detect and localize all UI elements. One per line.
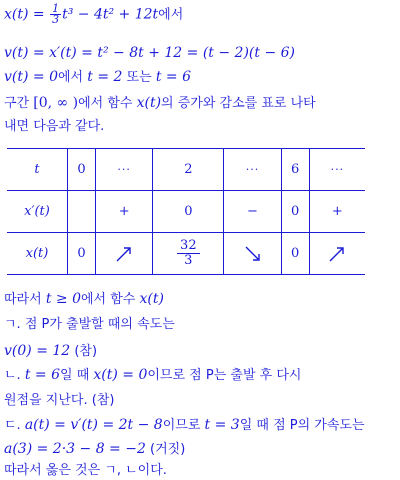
fraction-numerator: 32 — [177, 239, 200, 254]
increasing-arrow-icon — [309, 233, 365, 275]
acceleration-eq: a(t) = v′(t) = 2t − 8 — [24, 417, 163, 433]
t-equals-2: t = 2 — [87, 69, 123, 85]
initial-velocity-eq: v(0) = 12 — [4, 343, 71, 359]
table-header-position: x(t) — [7, 233, 68, 275]
korean-text: 이므로 — [162, 418, 205, 433]
table-header-velocity: x′(t) — [7, 191, 68, 233]
t-equals-3: t = 3 — [204, 417, 240, 433]
korean-text: 구간 — [4, 96, 34, 111]
table-cell: + — [96, 191, 153, 233]
korean-text: 또는 — [122, 70, 156, 85]
t-equals-6: t = 6 — [24, 367, 60, 383]
line-origin: 원점을 지난다. (참) — [4, 393, 115, 408]
verdict-false: (거짓) — [145, 442, 186, 457]
korean-text: 따라서 — [4, 292, 46, 307]
korean-text: 에서 함수 — [80, 292, 140, 307]
table-cell: 0 — [281, 233, 309, 275]
korean-text: 일 때 점 P의 가속도는 — [239, 418, 365, 433]
table-header-t: t — [7, 149, 68, 191]
line-initial-velocity — [4, 342, 97, 361]
line-position-function — [4, 4, 183, 25]
table-cell: ··· — [96, 149, 153, 191]
table-cell — [68, 191, 96, 233]
line-conclusion: 따라서 옳은 것은 ㄱ, ㄴ이다. — [4, 463, 167, 478]
local-max-fraction — [177, 239, 200, 268]
table-cell: 6 — [281, 149, 309, 191]
line-velocity-zero — [4, 68, 191, 87]
function-x: x(t) — [139, 291, 164, 307]
fraction-denominator: 3 — [184, 253, 193, 268]
position-zero-eq: x(t) = 0 — [93, 367, 148, 383]
table-row-t — [7, 149, 365, 191]
korean-text: 에서 — [158, 7, 184, 23]
line-item-c — [4, 416, 365, 435]
line-item-a: ㄱ. 점 P가 출발할 때의 속도는 — [4, 317, 175, 332]
table-row-position — [7, 233, 365, 275]
decreasing-arrow-icon — [224, 233, 281, 275]
position-eq-rhs: t³ − 4t² + 12t — [62, 6, 159, 23]
fraction-numerator: 1 — [52, 2, 60, 15]
table-cell: ··· — [224, 149, 281, 191]
korean-text: 의 증가와 감소를 표로 나타 — [161, 96, 316, 111]
table-cell: ··· — [309, 149, 365, 191]
table-cell: + — [309, 191, 365, 233]
line-interval-intro — [4, 94, 316, 113]
acceleration-value-eq: a(3) = 2·3 − 8 = −2 — [4, 441, 146, 457]
function-x: x(t) — [136, 95, 162, 111]
line-velocity: v(t) = x′(t) = t² − 8t + 12 = (t − 2)(t − 6) — [4, 45, 295, 61]
velocity-zero-eq: v(t) = 0 — [4, 69, 58, 85]
table-cell: − — [224, 191, 281, 233]
verdict-true: (참) — [70, 344, 98, 359]
item-marker: ㄴ. — [4, 368, 25, 383]
korean-text: 에서 함수 — [78, 96, 137, 111]
korean-text: 이므로 점 P는 출발 후 다시 — [147, 368, 302, 383]
item-marker: ㄷ. — [4, 418, 25, 433]
table-cell: 0 — [68, 149, 96, 191]
t-equals-6: t = 6 — [155, 69, 191, 85]
t-nonnegative: t ≥ 0 — [45, 291, 81, 307]
position-eq-lhs: x(t) = — [4, 6, 50, 23]
line-table-intro: 내면 다음과 같다. — [4, 119, 105, 134]
interval: [0, ∞ ) — [33, 95, 79, 111]
korean-text: 일 때 — [60, 368, 94, 383]
variation-table — [7, 148, 365, 275]
table-cell: 0 — [153, 191, 224, 233]
increasing-arrow-icon — [96, 233, 153, 275]
one-third-fraction — [50, 4, 61, 25]
line-acceleration-value — [4, 440, 185, 459]
fraction-denominator: 3 — [52, 13, 60, 26]
korean-text: 에서 — [58, 70, 88, 85]
table-cell: 0 — [281, 191, 309, 233]
table-cell: 2 — [153, 149, 224, 191]
table-cell-local-max — [153, 233, 224, 275]
line-therefore — [4, 290, 164, 309]
table-cell: 0 — [68, 233, 96, 275]
table-row-velocity — [7, 191, 365, 233]
line-item-b — [4, 366, 301, 385]
